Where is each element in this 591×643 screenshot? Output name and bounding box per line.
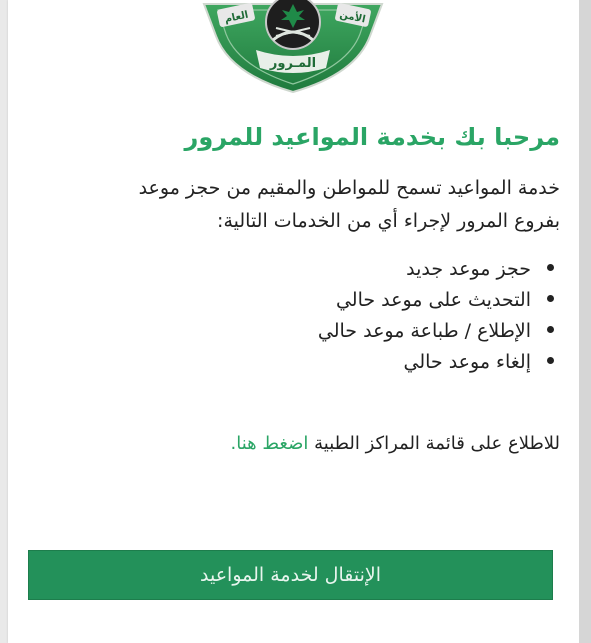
- list-item: حجز موعد جديد: [24, 254, 560, 285]
- list-item: الإطلاع / طباعة موعد حالي: [24, 316, 560, 347]
- bullet-icon: [547, 295, 554, 302]
- medical-centers-text: [24, 430, 560, 458]
- medical-centers-link[interactable]: اضغط هنا.: [230, 433, 309, 454]
- list-item: التحديث على موعد حالي: [24, 285, 560, 316]
- svg-text:المـرور: المـرور: [269, 56, 317, 71]
- intro-text: [24, 172, 560, 238]
- traffic-police-emblem: [198, 0, 388, 94]
- intro-line-2: بفروع المرور لإجراء أي من الخدمات التالية:: [217, 210, 560, 232]
- list-item: إلغاء موعد حالي: [24, 347, 560, 378]
- go-to-appointments-label: الإنتقال لخدمة المواعيد: [200, 564, 382, 586]
- medical-centers-label: للاطلاع على قائمة المراكز الطبية: [314, 433, 560, 454]
- bullet-icon: [547, 264, 554, 271]
- svg-text:العام: العام: [223, 9, 250, 26]
- intro-line-1: خدمة المواعيد تسمح للمواطن والمقيم من حجز موعد: [138, 177, 560, 199]
- go-to-appointments-button[interactable]: [28, 550, 553, 600]
- main-content: [24, 120, 560, 476]
- bullet-icon: [547, 357, 554, 364]
- bullet-icon: [547, 326, 554, 333]
- services-list: [24, 254, 560, 378]
- scroll-gutter: [579, 0, 591, 643]
- svg-text:الأمن: الأمن: [338, 9, 367, 26]
- page-title: مرحبا بك بخدمة المواعيد للمرور: [184, 123, 560, 151]
